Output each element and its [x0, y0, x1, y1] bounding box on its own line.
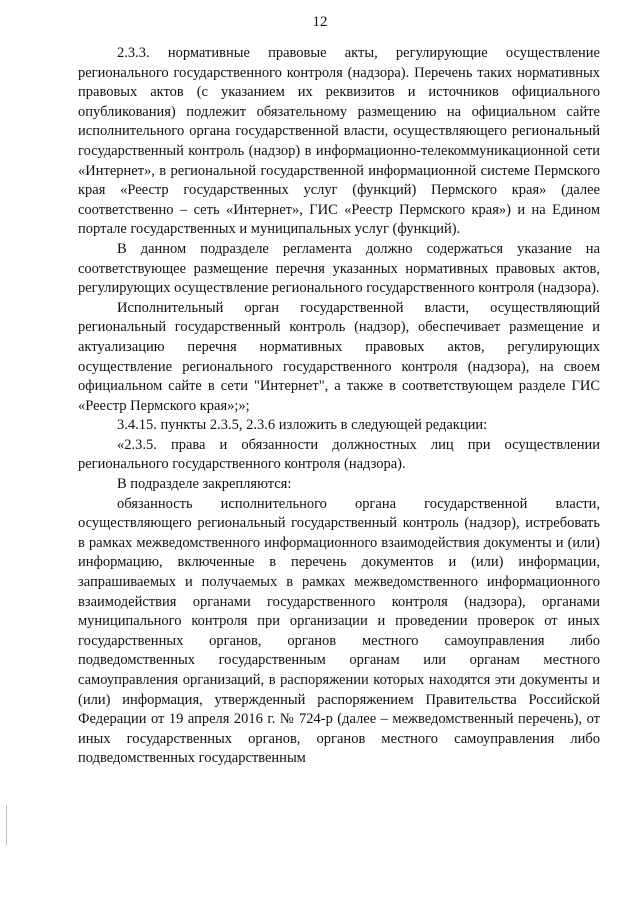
paragraph-executive-body: Исполнительный орган государственной власти, осуществляющий региональный государственный контроль (надзор), обеспечивает размещение и актуализацию перечня нормативных правовых актов, регулирующих осуществление регионального государственного контроля (надзора), на своем официальном сайте в сети "Интернет", а также в соответствующем разделе ГИС «Реестр Пермского края»;»;: [78, 299, 600, 414]
paragraph-placement-note: В данном подразделе регламента должно содержаться указание на соответствующее размещение перечня указанных нормативных правовых актов, регулирующих осуществление регионального государственного контроля (надзора).: [78, 240, 600, 297]
page-number: 12: [312, 14, 328, 30]
paragraph-2-3-3: 2.3.3. нормативные правовые акты, регулирующие осуществление регионального государственного контроля (надзора). Перечень таких нормативных правовых актов (с указанием их реквизитов и источников официального опубликования) подлежит обязательному размещению на официальном сайте исполнительного органа государственной власти, осуществляющего региональный государственный контроль (надзор) в информационно-телекоммуникационной сети «Интернет», в региональной государственной информационной системе Пермского края «Реестр государственных услуг (функций) Пермского края» (далее соответственно – сеть «Интернет», ГИС «Реестр Пермского края») и на Едином портале государственных и муниципальных услуг (функций).: [78, 45, 600, 238]
paragraph-2-3-5: «2.3.5. права и обязанности должностных лиц при осуществлении регионального государственного контроля (надзора).: [78, 436, 600, 473]
paragraph-obligation: обязанность исполнительного органа государственной власти, осуществляющего региональный государственный контроль (надзор), истребовать в рамках межведомственного информационного взаимодействия документы и (или) информацию, включенные в перечень документов и (или) информации, запрашиваемых и получаемых в рамках межведомственного информационного взаимодействия органами государственного контроля (надзора), органами муниципального контроля при организации и проведении проверок от иных государственных органов, органов местного самоуправления либо подведомственных государственным органам или органам местного самоуправления организаций, в распоряжении которых находятся эти документы и (или) информация, утвержденный распоряжением Правительства Российской Федерации от 19 апреля 2016 г. № 724-р (далее – межведомственный перечень), от иных государственных органов, органов местного самоуправления либо подведомственных государственным: [78, 495, 600, 767]
scan-edge-mark: [6, 805, 7, 845]
paragraph-3-4-15: 3.4.15. пункты 2.3.5, 2.3.6 изложить в следующей редакции:: [117, 417, 488, 434]
document-body: [78, 44, 600, 769]
paragraph-subsection-intro: В подразделе закрепляются:: [117, 476, 292, 493]
